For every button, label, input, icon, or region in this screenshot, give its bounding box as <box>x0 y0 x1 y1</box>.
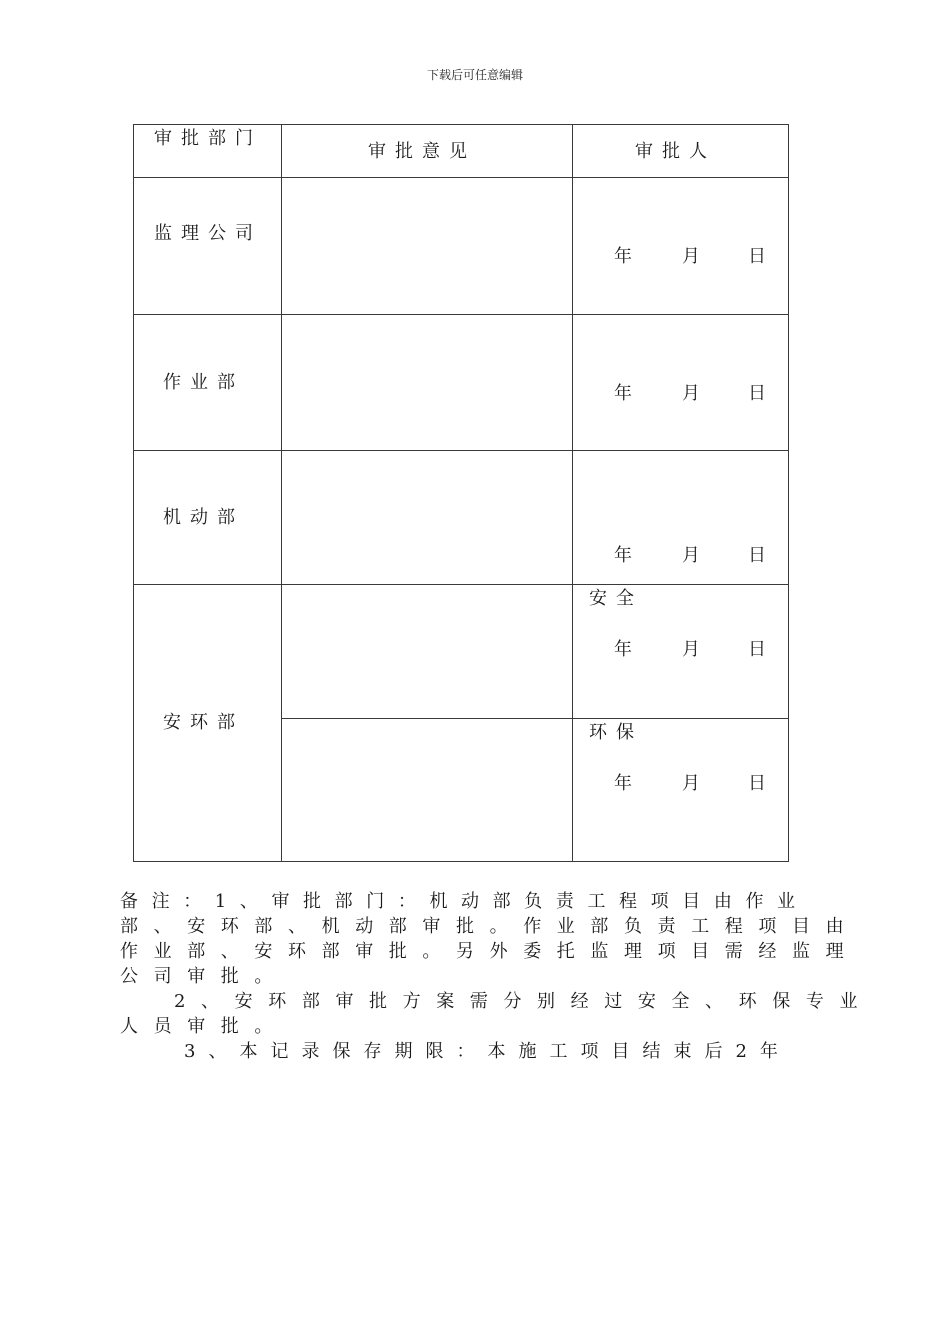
date-year: 年 <box>614 545 632 566</box>
page-header: 下载后可任意编辑 <box>426 68 523 82</box>
note-line: 作业部、安环部审批。另外委托监理项目需经监理 <box>120 941 860 962</box>
col-header-opinion: 审批意见 <box>368 141 476 162</box>
signer-label: 安全 <box>589 588 643 609</box>
table-row-divider <box>133 177 789 178</box>
date-year: 年 <box>614 246 632 267</box>
table-border-left <box>133 124 134 862</box>
table-subrow-divider <box>281 718 789 719</box>
signer-label: 环保 <box>589 722 643 743</box>
date-day: 日 <box>748 639 766 660</box>
note-line: 人员审批。 <box>120 1016 288 1037</box>
note-line: 3、本记录保存期限：本施工项目结束后2年 <box>184 1041 791 1062</box>
dept-label: 机动部 <box>163 507 244 528</box>
table-col-divider <box>572 124 573 862</box>
note-line: 2、安环部审批方案需分别经过安全、环保专业 <box>174 991 874 1012</box>
date-day: 日 <box>748 545 766 566</box>
note-line: 部、安环部、机动部审批。作业部负责工程项目由 <box>120 916 860 937</box>
table-border-top <box>133 124 789 125</box>
date-year: 年 <box>614 639 632 660</box>
col-header-dept: 审批部门 <box>154 128 262 149</box>
table-row-divider <box>133 450 789 451</box>
table-row-divider <box>133 584 789 585</box>
dept-label: 监理公司 <box>154 223 262 244</box>
date-day: 日 <box>748 773 766 794</box>
date-year: 年 <box>614 773 632 794</box>
table-row-divider <box>133 314 789 315</box>
dept-label: 安环部 <box>163 712 244 733</box>
note-line: 公司审批。 <box>120 966 288 987</box>
date-day: 日 <box>748 383 766 404</box>
date-year: 年 <box>614 383 632 404</box>
note-line: 备注：1、审批部门：机动部负责工程项目由作业 <box>120 891 809 912</box>
table-border-bottom <box>133 861 789 862</box>
date-month: 月 <box>682 639 700 660</box>
dept-label: 作业部 <box>163 372 244 393</box>
date-month: 月 <box>682 246 700 267</box>
date-month: 月 <box>682 545 700 566</box>
table-col-divider <box>281 124 282 862</box>
date-day: 日 <box>748 246 766 267</box>
notes-section <box>120 889 874 1064</box>
col-header-approver: 审批人 <box>635 141 716 162</box>
date-month: 月 <box>682 773 700 794</box>
date-month: 月 <box>682 383 700 404</box>
table-border-right <box>788 124 789 862</box>
